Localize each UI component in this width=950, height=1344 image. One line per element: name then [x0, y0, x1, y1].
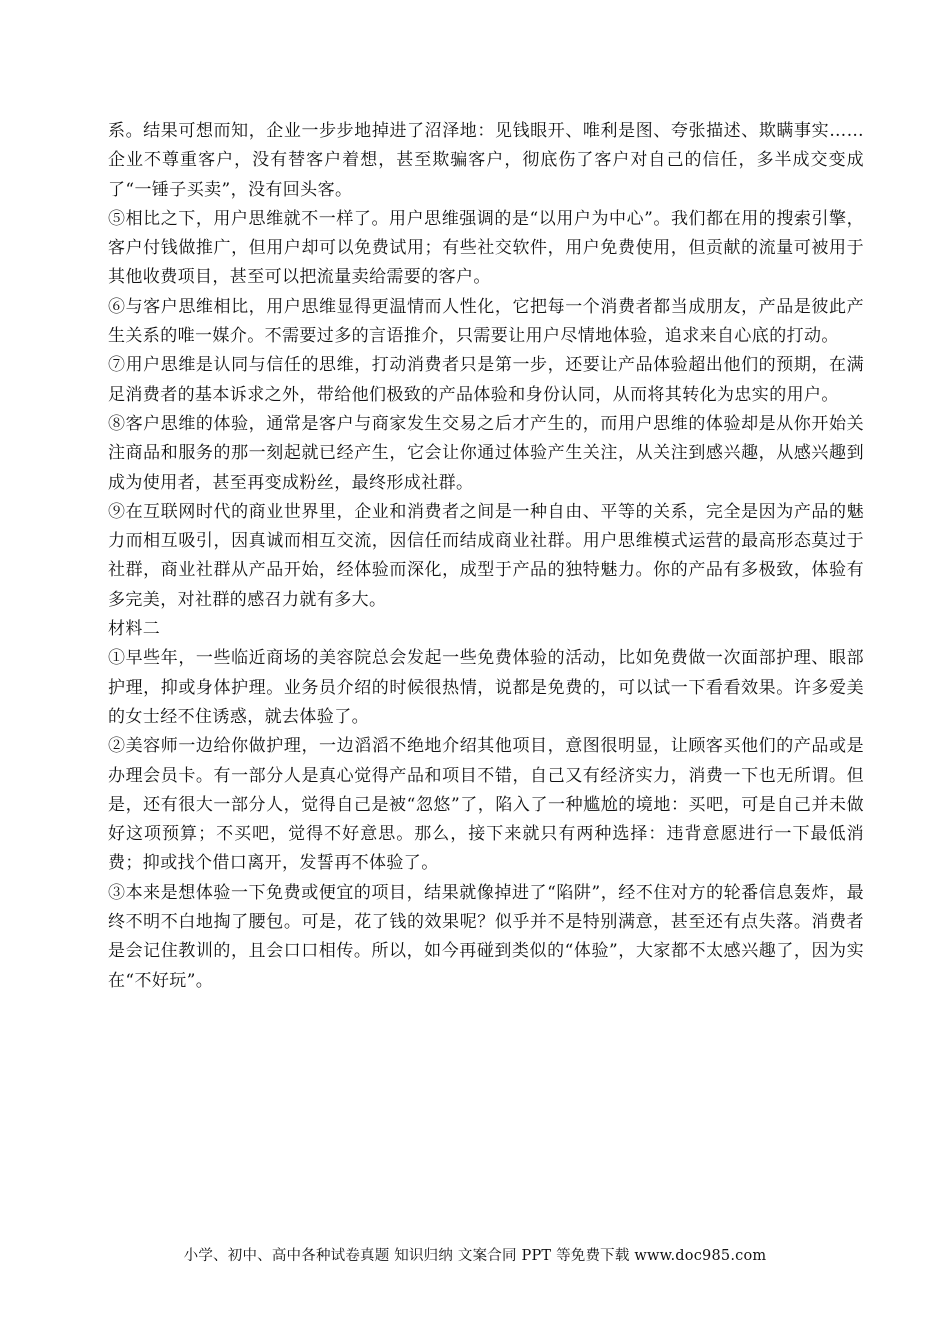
- paragraph-5: ⑤相比之下，用户思维就不一样了。用户思维强调的是“以用户为中心”。我们都在用的搜索引擎，客户付钱做推广，但用户却可以免费试用；有些社交软件，用户免费使用，但贡献的流量可被用于其他收费项目，甚至可以把流量卖给需要的客户。: [108, 208, 864, 288]
- paragraph-8: ⑧客户思维的体验，通常是客户与商家发生交易之后才产生的，而用户思维的体验却是从你开始关注商品和服务的那一刻起就已经产生，它会让你通过体验产生关注，从关注到感兴趣，从感兴趣到成为使用者，甚至再变成粉丝，最终形成社群。: [108, 413, 864, 493]
- material2-paragraph-2: ②美容师一边给你做护理，一边滔滔不绝地介绍其他项目，意图很明显，让顾客买他们的产品或是办理会员卡。有一部分人是真心觉得产品和项目不错，自己又有经济实力，消费一下也无所谓。但是，还有很大一部分人，觉得自己是被“忽悠”了，陷入了一种尴尬的境地：买吧，可是自己并未做好这项预算；不买吧，觉得不好意思。那么，接下来就只有两种选择：违背意愿进行一下最低消费；抑或找个借口离开，发誓再不体验了。: [108, 736, 864, 874]
- paragraph-7: ⑦用户思维是认同与信任的思维，打动消费者只是第一步，还要让产品体验超出他们的预期，在满足消费者的基本诉求之外，带给他们极致的产品体验和身份认同，从而将其转化为忠实的用户。: [108, 355, 864, 405]
- page-footer: 小学、初中、高中各种试卷真题 知识归纳 文案合同 PPT 等免费下载 www.doc985.com: [183, 1248, 767, 1264]
- paragraph-continuation: 系。结果可想而知，企业一步步地掉进了沼泽地：见钱眼开、唯利是图、夸张描述、欺瞒事实……企业不尊重客户，没有替客户着想，甚至欺骗客户，彻底伤了客户对自己的信任，多半成交变成了“一锤子买卖”，没有回头客。: [108, 121, 864, 200]
- section-label: 材料二: [108, 619, 161, 640]
- paragraph-6: ⑥与客户思维相比，用户思维显得更温情而人性化，它把每一个消费者都当成朋友，产品是彼此产生关系的唯一媒介。不需要过多的言语推介，只需要让用户尽情地体验，追求来自心底的打动。: [108, 296, 864, 347]
- material2-paragraph-1: ①早些年，一些临近商场的美容院总会发起一些免费体验的活动，比如免费做一次面部护理、眼部护理，抑或身体护理。业务员介绍的时候很热情，说都是免费的，可以试一下看看效果。许多爱美的女士经不住诱惑，就去体验了。: [108, 648, 864, 727]
- document-body: [108, 117, 864, 996]
- paragraph-9: ⑨在互联网时代的商业世界里，企业和消费者之间是一种自由、平等的关系，完全是因为产品的魅力而相互吸引，因真诚而相互交流，因信任而结成商业社群。用户思维模式运营的最高形态莫过于社群，商业社群从产品开始，经体验而深化，成型于产品的独特魅力。你的产品有多极致，体验有多完美，对社群的感召力就有多大。: [108, 501, 864, 610]
- material2-paragraph-3: ③本来是想体验一下免费或便宜的项目，结果就像掉进了“陷阱”，经不住对方的轮番信息轰炸，最终不明不白地掏了腰包。可是，花了钱的效果呢？似乎并不是特别满意，甚至还有点失落。消费者是会记住教训的，且会口口相传。所以，如今再碰到类似的“体验”，大家都不太感兴趣了，因为实在“不好玩”。: [108, 882, 864, 991]
